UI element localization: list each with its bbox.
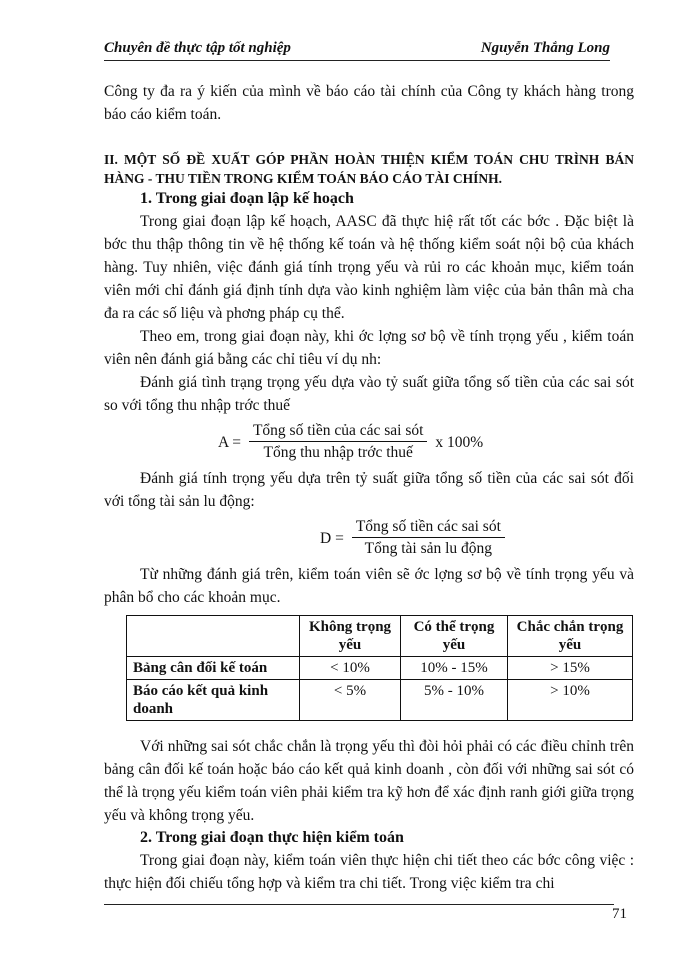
table-cell: < 5%	[300, 680, 401, 721]
table-cell: > 10%	[508, 680, 633, 721]
formula-d-numerator: Tổng số tiền các sai sót	[352, 517, 505, 538]
formula-d-denominator: Tổng tài sản lu động	[364, 539, 493, 557]
execution-paragraph: Trong giai đoạn này, kiểm toán viên thực hiện chi tiết theo các bớc công việc : thực hiện đối chiếu tổng hợp và kiểm tra chi tiết. Trong việc kiểm tra chi	[104, 852, 634, 892]
formula-a-multiplier: x 100%	[435, 433, 484, 451]
eval-a-paragraph: Đánh giá tình trạng trọng yếu dựa vào tỷ suất giữa tổng số tiền của các sai sót so với tổng thu nhập trớc thuế	[104, 374, 634, 414]
opinion-paragraph: Theo em, trong giai đoạn này, khi ớc lợng sơ bộ về tính trọng yếu , kiểm toán viên nên đánh giá bằng các chỉ tiêu ví dụ nh:	[104, 328, 634, 368]
page-header	[104, 38, 610, 61]
planning-paragraph: Trong giai đoạn lập kế hoạch, AASC đã thực hiệ rất tốt các bớc . Đặc biệt là bớc thu thập thông tin về hệ thống kế toán và hệ thống kiểm soát nội bộ của khách hàng. Tuy nhiên, việc đánh giá tính trọng yếu và rủi ro các khoản mục, kiểm toán viên mới chỉ đánh giá định tính dựa vào kinh nghiệm làm việc của bản thân mà cha đa ra các số liệu và phơng pháp cụ thể.	[104, 213, 634, 322]
formula-d-lhs: D =	[320, 529, 344, 547]
formula-a-numerator: Tổng số tiền của các sai sót	[249, 421, 427, 442]
subheading-planning: 1. Trong giai đoạn lập kế hoạch	[140, 190, 354, 207]
header-document-title: Chuyên đề thực tập tốt nghiệp	[104, 40, 291, 56]
table-header-blank	[127, 616, 300, 657]
formula-a	[104, 418, 634, 466]
table-header-not-material: Không trọng yếu	[300, 616, 401, 657]
formula-a-denominator: Tổng thu nhập trớc thuế	[263, 443, 413, 461]
intro-paragraph: Công ty đa ra ý kiến của mình về báo cáo tài chính của Công ty khách hàng trong báo cáo kiểm toán.	[104, 83, 634, 123]
page-body	[104, 80, 634, 895]
table-cell: 10% - 15%	[401, 657, 508, 680]
errors-paragraph: Với những sai sót chắc chắn là trọng yếu thì đòi hỏi phải có các điều chỉnh trên bảng cân đối kế toán hoặc báo cáo kết quả kinh doanh , còn đối với những sai sót có thể là trọng yếu kiểm toán viên phải kiểm tra kỹ hơn để xác định ranh giới giữa trọng yếu và không trọng yếu.	[104, 738, 634, 824]
formula-d	[104, 514, 634, 562]
table-row-label: Bảng cân đối kế toán	[127, 657, 300, 680]
table-cell: 5% - 10%	[401, 680, 508, 721]
formula-d-fraction	[352, 517, 505, 560]
table-row	[127, 657, 633, 680]
from-evaluations-paragraph: Từ những đánh giá trên, kiểm toán viên sẽ ớc lợng sơ bộ về tính trọng yếu và phân bổ cho các khoản mục.	[104, 566, 634, 606]
section-title: II. MỘT SỐ ĐỀ XUẤT GÓP PHẦN HOÀN THIỆN KIỂM TOÁN CHU TRÌNH BÁN HÀNG - THU TIỀN TRONG KIỂM TOÁN BÁO CÁO TÀI CHÍNH.	[104, 152, 634, 186]
table-header-row	[127, 616, 633, 657]
eval-d-paragraph: Đánh giá tính trọng yếu dựa trên tỷ suất giữa tổng số tiền của các sai sót đối với tổng tài sản lu động:	[104, 470, 634, 510]
subheading-execution: 2. Trong giai đoạn thực hiện kiểm toán	[140, 829, 404, 846]
formula-a-fraction	[249, 421, 427, 464]
header-author-name: Nguyễn Thắng Long	[480, 40, 610, 56]
page-number: 71	[612, 906, 627, 922]
table-header-certainly-material: Chắc chắn trọng yếu	[508, 616, 633, 657]
footer-divider	[104, 904, 614, 905]
table-row-label: Báo cáo kết quả kinh doanh	[127, 680, 300, 721]
table-row	[127, 680, 633, 721]
formula-a-lhs: A =	[218, 433, 241, 451]
materiality-threshold-table	[126, 615, 633, 721]
table-header-possibly-material: Có thể trọng yếu	[401, 616, 508, 657]
table-cell: > 15%	[508, 657, 633, 680]
table-cell: < 10%	[300, 657, 401, 680]
